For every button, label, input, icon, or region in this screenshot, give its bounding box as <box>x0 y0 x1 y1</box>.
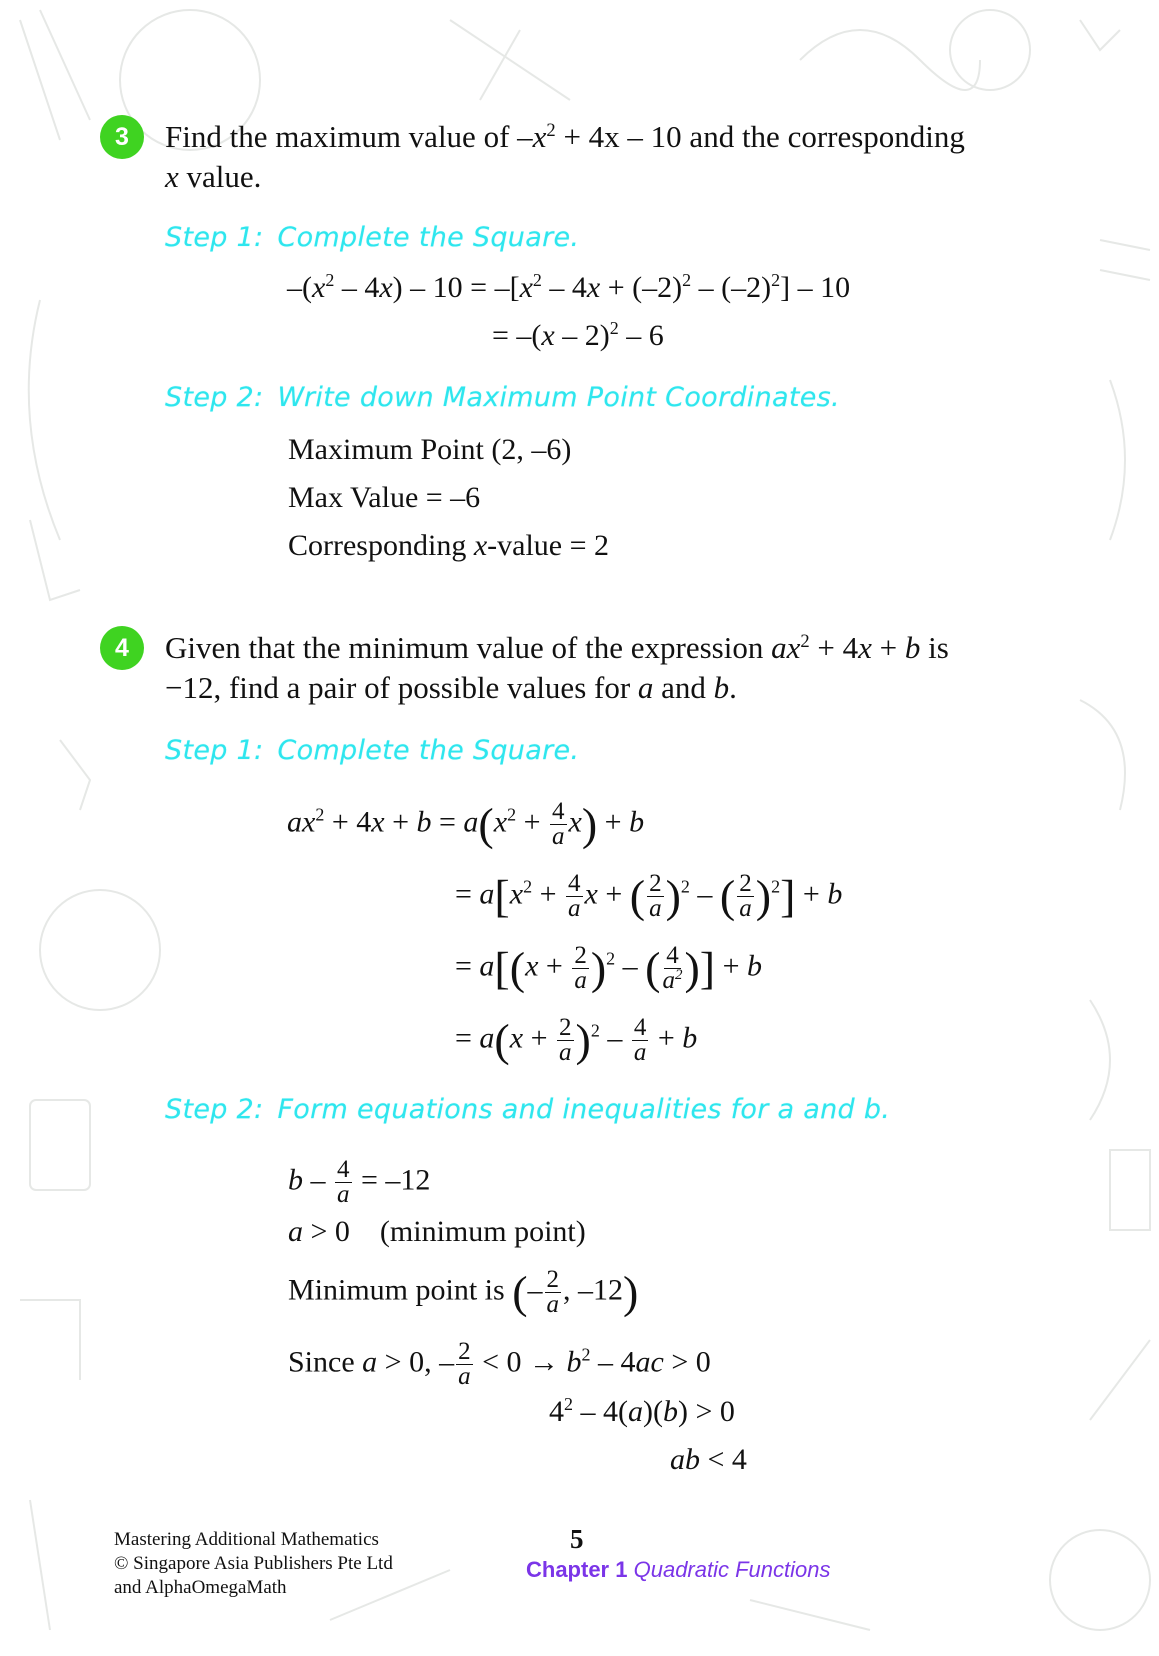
step-heading <box>165 1094 890 1125</box>
chapter-number: Chapter 1 <box>526 1557 628 1582</box>
step-heading <box>165 735 579 766</box>
chapter-title: Quadratic Functions <box>633 1557 831 1582</box>
step-label: Step 1: <box>165 222 264 253</box>
result-line: b – $\frac{4}{a}$ = –12 <box>288 1156 431 1208</box>
copyright-line2: and AlphaOmegaMath <box>114 1577 287 1598</box>
book-title: Mastering Additional Mathematics <box>114 1529 379 1550</box>
result-line: Maximum Point (2, –6) <box>288 433 572 466</box>
question-number-badge: 4 <box>100 626 144 670</box>
step-title: Complete the Square. <box>277 735 580 766</box>
result-line: Since a > 0, – $\frac{2}{a}$ < $0 \to b^2 - 4ac > 0$ <box>288 1338 711 1390</box>
derivation-line: = $a[x^2$ + $\frac{4}{a}$ x + ( $\frac{2}{a}$ )$^2$ – ( $\frac{2}{a}$ )$^2$] + b <box>455 870 843 922</box>
chapter-label <box>526 1557 830 1583</box>
question-3-text: Find the maximum value of $-x^2 + 4x - 10$ and the corresponding <box>165 119 965 154</box>
step-heading <box>165 222 579 253</box>
question-number-badge: 3 <box>100 115 144 159</box>
question-text: value. <box>178 159 262 194</box>
result-line: ab < 4 <box>670 1443 747 1476</box>
derivation-line: = a[(x + $\frac{2}{a}$ )$^2$ – ( $\frac{4}{a^2}$ )] + b <box>455 942 763 994</box>
result-line: Minimum point is (– $\frac{2}{a}$ , –12) <box>288 1266 639 1318</box>
step-title: Form equations and inequalities for a and b. <box>277 1094 891 1125</box>
step-title: Complete the Square. <box>277 222 580 253</box>
page-number: 5 <box>570 1524 584 1554</box>
step-heading <box>165 382 840 413</box>
result-line: Corresponding x-value = 2 <box>288 529 610 562</box>
derivation-line: $ax^2 + 4x + b = a(x^2$ + $\frac{4}{a}$ x) + b <box>287 798 645 850</box>
step-title: Write down Maximum Point Coordinates. <box>277 382 840 413</box>
question-3-text-line2: x value. <box>165 159 262 194</box>
footer-publisher <box>114 1528 393 1600</box>
step-label: Step 2: <box>165 382 264 413</box>
question-text: + 4x – 10 and the corresponding <box>555 119 965 154</box>
equation-line: $-(x^2 - 4x) - 10 = -[x^2 - 4x + (-2)^2 - (-2)^2] - 10$ <box>287 270 851 304</box>
question-4-text-line2: −12, find a pair of possible values for a and b. <box>165 670 737 705</box>
result-line: Max Value = –6 <box>288 481 481 514</box>
question-4-text: Given that the minimum value of the expression $ax^2 + 4x + b$ is <box>165 630 949 665</box>
step-label: Step 1: <box>165 735 264 766</box>
result-line: a > 0 (minimum point) <box>288 1215 586 1248</box>
equation-line: = –(x – 2)$^2$ – 6 <box>492 318 664 352</box>
derivation-line: = a(x + $\frac{2}{a}$ )$^2$ – $\frac{4}{a}$ + b <box>455 1014 698 1066</box>
step-label: Step 2: <box>165 1094 264 1125</box>
result-line: $4^2 - 4(a)(b) > 0$ <box>549 1394 735 1428</box>
copyright: © Singapore Asia Publishers Pte Ltd <box>114 1553 393 1574</box>
question-text: Find the maximum value of – <box>165 119 533 154</box>
